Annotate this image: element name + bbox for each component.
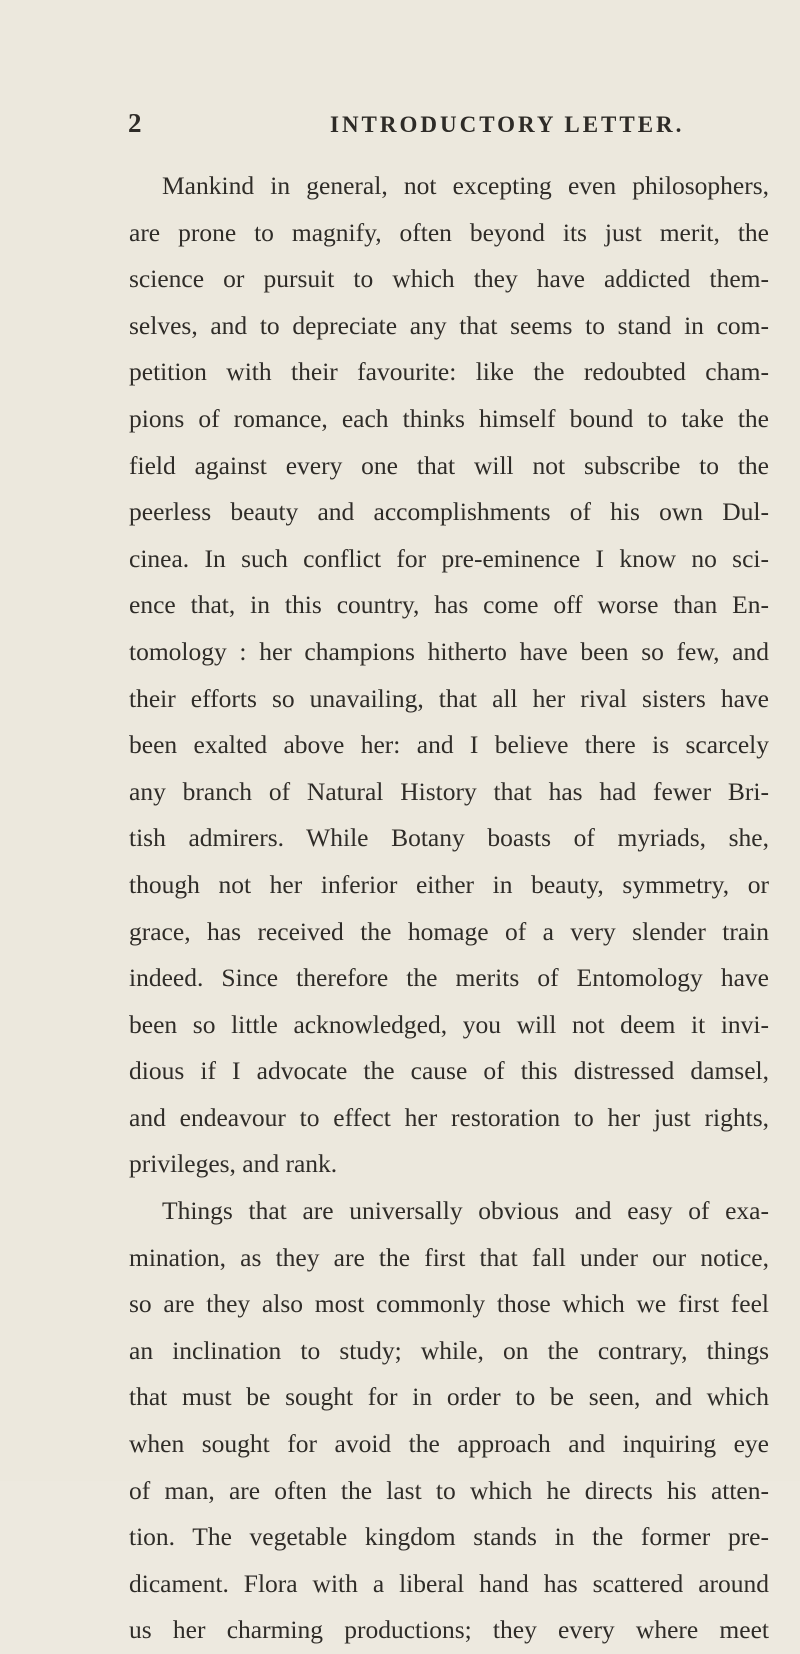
text-line: Things that are universally obvious and easy of exa- [162, 1196, 769, 1226]
text-line: tion. The vegetable kingdom stands in the former pre- [129, 1522, 769, 1552]
text-line: Mankind in general, not excepting even philosophers, [162, 171, 769, 200]
text-line: tish admirers. While Botany boasts of myriads, she, [129, 823, 769, 853]
text-line: field against every one that will not subscribe to the [129, 450, 769, 480]
text-line: petition with their favourite: like the redoubted cham- [129, 357, 769, 387]
text-line: are prone to magnify, often beyond its just merit, the [129, 217, 769, 247]
text-line: an inclination to study; while, on the contrary, things [129, 1335, 769, 1365]
text-line: and endeavour to effect her restoration to her just rights, [129, 1102, 769, 1132]
text-line: though not her inferior either in beauty, symmetry, or [129, 869, 769, 899]
text-line: so are they also most commonly those which we first feel [129, 1289, 769, 1319]
text-line: pions of romance, each thinks himself bound to take the [129, 403, 769, 433]
text-line: tomology : her champions hitherto have been so few, and [129, 636, 769, 666]
running-head [0, 108, 800, 148]
text-line: selves, and to depreciate any that seems to stand in com- [129, 310, 769, 340]
text-line: privileges, and rank. [129, 1149, 338, 1179]
body-text [129, 163, 769, 1654]
text-line: of man, are often the last to which he directs his atten- [129, 1475, 769, 1505]
text-line: dicament. Flora with a liberal hand has scattered around [129, 1568, 769, 1598]
text-line: any branch of Natural History that has had fewer Bri- [129, 776, 769, 806]
text-line: been exalted above her: and I believe there is scarcely [129, 730, 769, 760]
text-line: peerless beauty and accomplishments of his own Dul- [129, 497, 769, 527]
text-line: us her charming productions; they every where meet [129, 1615, 769, 1645]
text-line: ence that, in this country, has come off worse than En- [129, 590, 769, 620]
text-line: grace, has received the homage of a very slender train [129, 916, 769, 946]
text-line: been so little acknowledged, you will not deem it invi- [129, 1009, 769, 1039]
text-line: cinea. In such conflict for pre-eminence I know no sci- [129, 543, 769, 573]
text-line: science or pursuit to which they have addicted them- [129, 264, 769, 294]
text-line: mination, as they are the first that fall under our notice, [129, 1242, 769, 1272]
text-line: when sought for avoid the approach and inquiring eye [129, 1429, 769, 1459]
text-line: dious if I advocate the cause of this distressed damsel, [129, 1056, 769, 1086]
text-line: their efforts so unavailing, that all her rival sisters have [129, 683, 769, 713]
running-title: INTRODUCTORY LETTER. [330, 112, 685, 137]
text-line: that must be sought for in order to be seen, and which [129, 1382, 769, 1412]
text-line: indeed. Since therefore the merits of Entomology have [129, 963, 769, 993]
page-number: 2 [128, 108, 142, 138]
